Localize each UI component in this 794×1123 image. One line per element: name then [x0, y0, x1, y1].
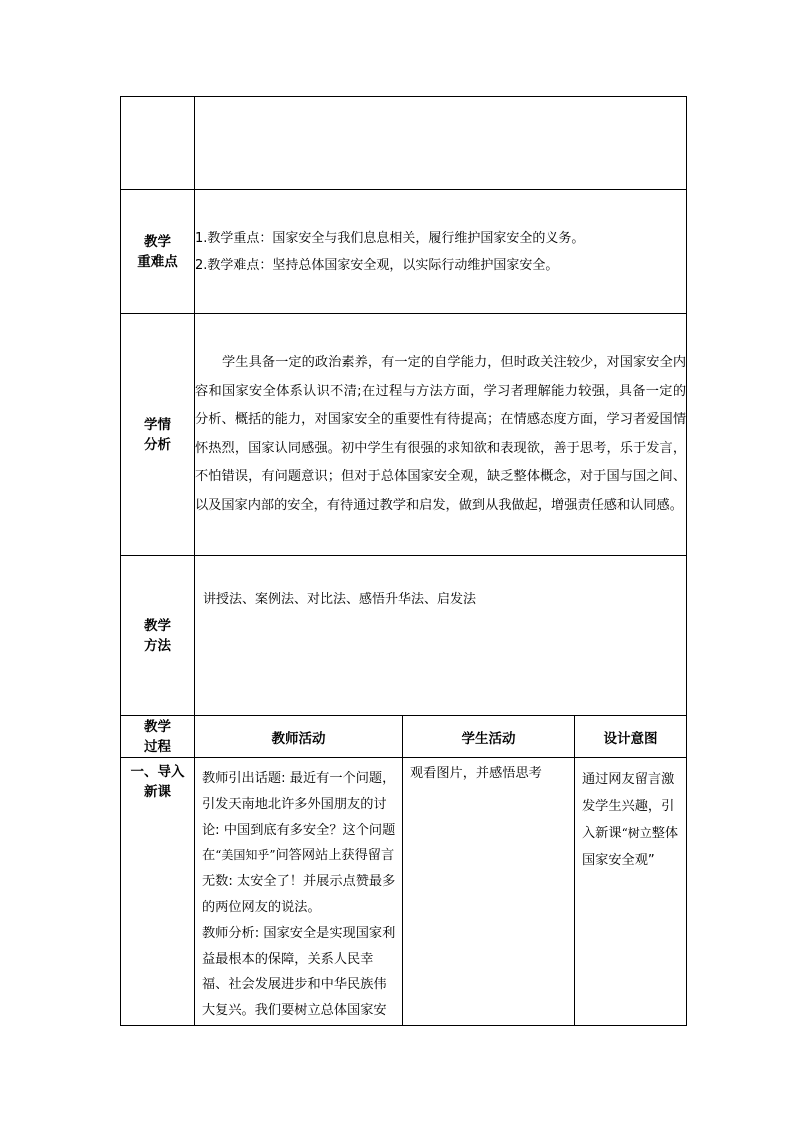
analysis-content	[195, 314, 687, 556]
goals-content	[195, 97, 687, 190]
intro-stage-label: 一、导入 新课	[121, 758, 195, 1026]
student-activity-header: 学生活动	[403, 716, 575, 758]
teacher-activity-paragraph: 教师引出话题: 最近有一个问题，引发天南地北许多外国朋友的讨论: 中国到底有多安全？这个问题在“美国知乎”问答网站上获得留言无数: 太安全了！并展示点赞最多的两位网友的说法。	[202, 771, 396, 915]
key-difficult-row	[121, 190, 687, 314]
design-intent-header: 设计意图	[575, 716, 687, 758]
difficult-point-item: 2.教学难点：坚持总体国家安全观，以实际行动维护国家安全。	[195, 257, 559, 273]
analysis-label: 学情 分析	[121, 314, 195, 556]
methods-content: 讲授法、案例法、对比法、感悟升华法、启发法	[195, 556, 687, 716]
goals-row	[121, 97, 687, 190]
key-difficult-label: 教学 重难点	[121, 190, 195, 314]
process-label: 教学 过程	[121, 716, 195, 758]
methods-label: 教学 方法	[121, 556, 195, 716]
process-header-row	[121, 716, 687, 758]
analysis-paragraph: 学生具备一定的政治素养，有一定的自学能力，但时政关注较少，对国家安全内容和国家安全体系认识不清;在过程与方法方面，学习者理解能力较强，具备一定的分析、概括的能力，对国家安全的重要性有待提高；在情感态度方面，学习者爱国情怀热烈，国家认同感强。初中学生有很强的求知欲和表现欲，善于思考，乐于发言，不怕错误，有问题意识；但对于总体国家安全观，缺乏整体概念，对于国与国之间、以及国家内部的安全，有待通过教学和启发，做到从我做起，增强责任感和认同感。	[195, 355, 687, 513]
goals-label	[121, 97, 195, 190]
intro-teacher-activity	[195, 758, 403, 1026]
key-difficult-content	[195, 190, 687, 314]
teacher-activity-header: 教师活动	[195, 716, 403, 758]
intro-design-intent: 通过网友留言激发学生兴趣，引入新课“树立整体国家安全观”	[575, 758, 687, 1026]
teacher-analysis-paragraph: 教师分析: 国家安全是实现国家利益最根本的保障，关系人民幸福、社会发展进步和中华民族伟大复兴。我们要树立总体国家安	[202, 925, 396, 1019]
methods-row	[121, 556, 687, 716]
analysis-row	[121, 314, 687, 556]
key-point-item: 1.教学重点：国家安全与我们息息相关，履行维护国家安全的义务。	[195, 230, 585, 246]
intro-student-activity: 观看图片，并感悟思考	[403, 758, 575, 1026]
intro-row	[121, 758, 687, 1026]
lesson-plan-table	[120, 96, 687, 1026]
